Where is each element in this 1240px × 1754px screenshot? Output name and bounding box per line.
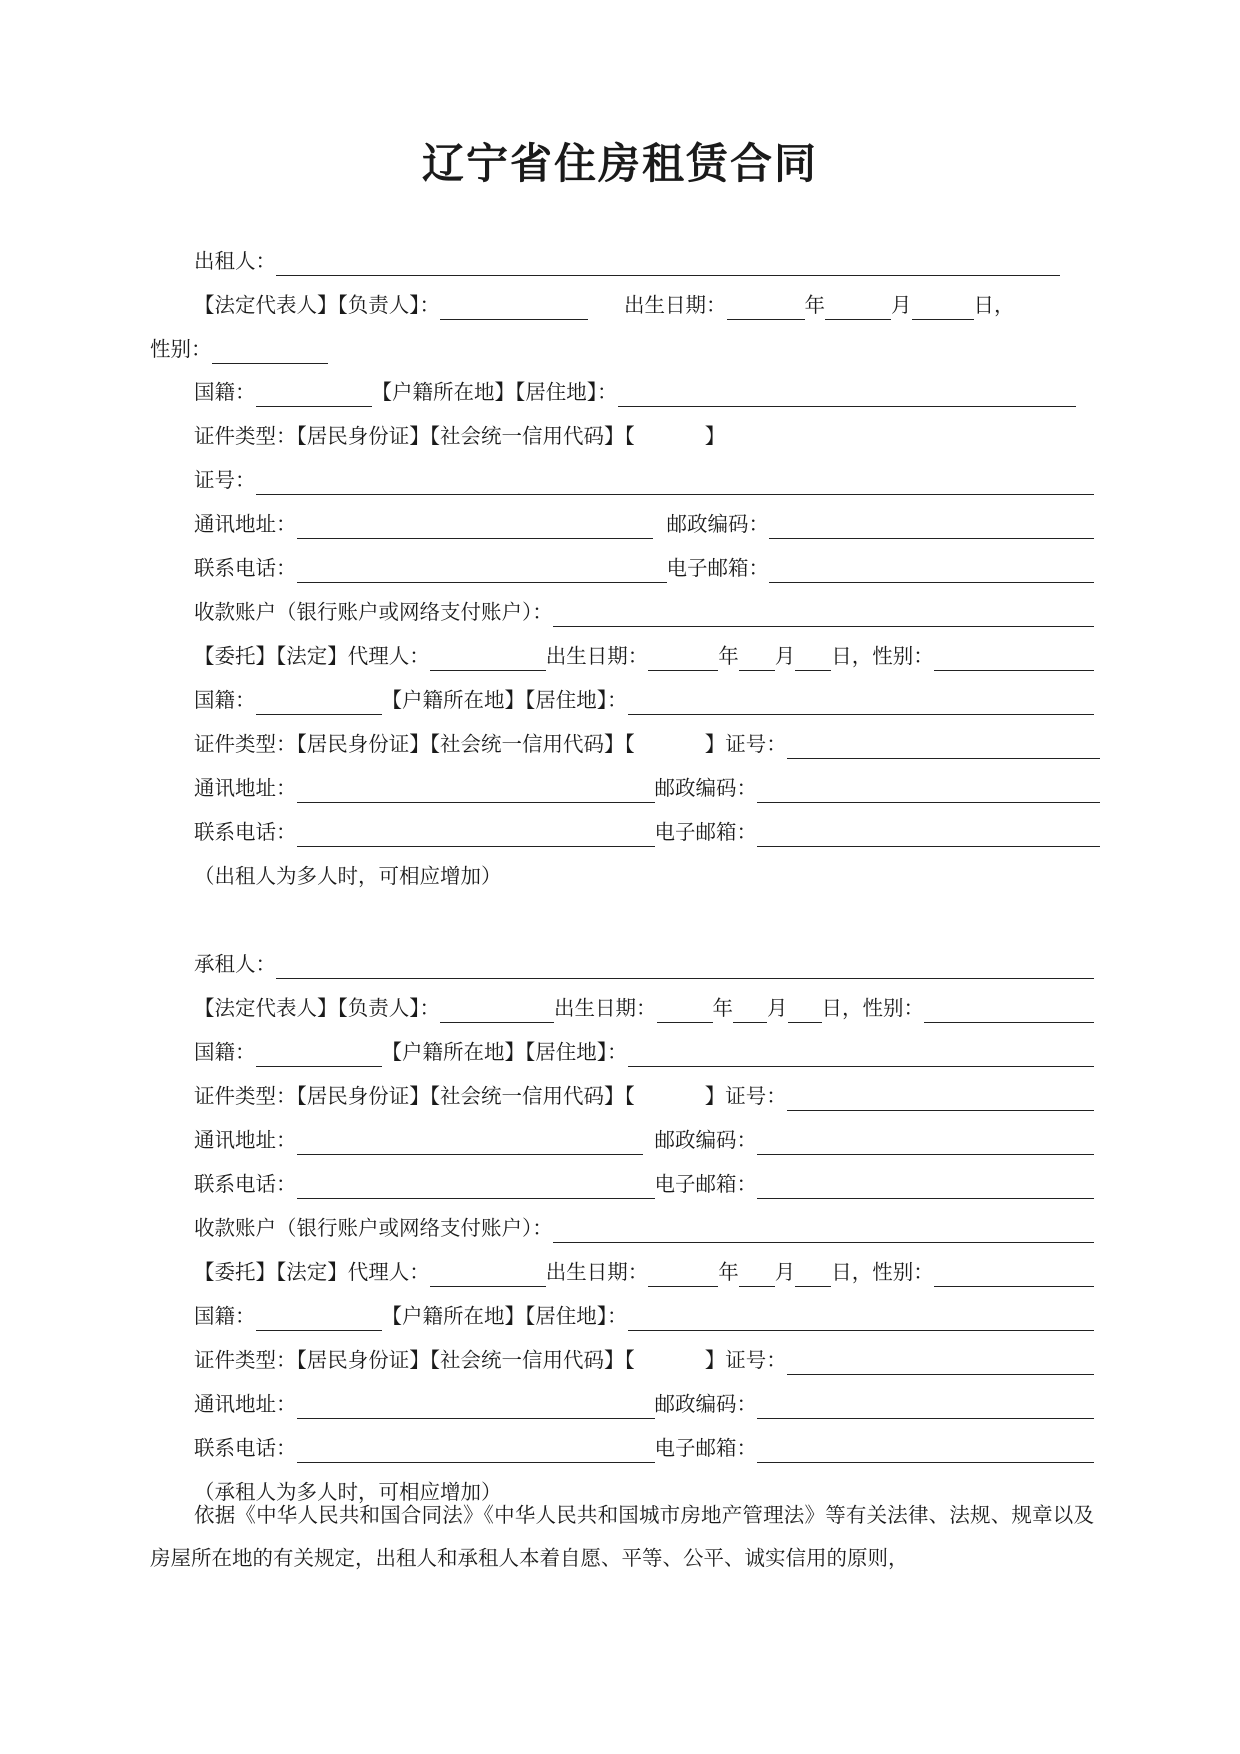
- lessor-name-label: 出租人：: [194, 249, 276, 273]
- lessor-agent-postcode-label: 邮政编码：: [654, 776, 757, 800]
- lessor-address-label: 通讯地址：: [194, 512, 297, 536]
- lessor-id-type-label: 证件类型：【居民身份证】【社会统一信用代码】【: [194, 424, 635, 448]
- lessor-agent-month-field[interactable]: [739, 646, 775, 671]
- lessor-agent-address-field[interactable]: [297, 778, 655, 803]
- lessor-agent-residence-label: 【户籍所在地】【居住地】：: [381, 688, 628, 712]
- lessee-account-row: [194, 1213, 1094, 1243]
- lessee-agent-nationality-field[interactable]: [256, 1306, 382, 1331]
- lessee-name-row: [194, 949, 1094, 979]
- lessor-agent-nationality-label: 国籍：: [194, 688, 256, 712]
- lessor-rep-label: 【法定代表人】【负责人】：: [194, 293, 440, 317]
- lessee-account-label: 收款账户（银行账户或网络支付账户）：: [194, 1216, 553, 1240]
- lessee-agent-year-field[interactable]: [648, 1262, 718, 1287]
- lessee-agent-month-label: 月: [774, 1260, 796, 1284]
- lessee-birth-year-field[interactable]: [657, 998, 713, 1023]
- lessor-birth-label: 出生日期：: [624, 293, 727, 317]
- lessor-month-label: 月: [891, 293, 912, 317]
- lessee-agent-row: [194, 1257, 1094, 1287]
- lessee-birth-month-field[interactable]: [733, 998, 767, 1023]
- lessee-phone-row: [194, 1169, 1094, 1199]
- lessor-account-field[interactable]: [553, 602, 1094, 627]
- lessee-agent-day-gender-label: 日，性别：: [831, 1260, 934, 1284]
- lessee-rep-label: 【法定代表人】【负责人】：: [194, 996, 440, 1020]
- lessor-address-row: [194, 509, 1094, 539]
- lessor-birth-day-field[interactable]: [912, 295, 974, 320]
- lessee-agent-email-field[interactable]: [757, 1438, 1094, 1463]
- lessee-agent-nationality-label: 国籍：: [194, 1304, 256, 1328]
- lessor-nationality-field[interactable]: [256, 382, 372, 407]
- lessee-agent-postcode-field[interactable]: [757, 1394, 1094, 1419]
- lessee-agent-phone-field[interactable]: [297, 1438, 655, 1463]
- lessee-year-label: 年: [712, 996, 733, 1020]
- lessee-agent-label: 【委托】【法定】代理人：: [194, 1260, 430, 1284]
- lessee-address-row: [194, 1125, 1094, 1155]
- lessor-name-field[interactable]: [276, 251, 1060, 276]
- lessor-phone-field[interactable]: [297, 558, 667, 583]
- basis-paragraph: 依据《中华人民共和国合同法》《中华人民共和国城市房地产管理法》等有关法律、法规、规章以及房屋所在地的有关规定，出租人和承租人本着自愿、平等、公平、诚实信用的原则，: [150, 1503, 1094, 1570]
- lessee-agent-birth-label: 出生日期：: [545, 1260, 649, 1284]
- lessor-postcode-label: 邮政编码：: [666, 512, 769, 536]
- lessor-nationality-label: 国籍：: [194, 380, 256, 404]
- lessee-agent-id-no-label: 】证号：: [704, 1348, 787, 1372]
- lessor-agent-email-field[interactable]: [757, 822, 1100, 847]
- lessee-note: （承租人为多人时，可相应增加）: [194, 1480, 502, 1504]
- lessor-address-field[interactable]: [297, 514, 653, 539]
- lessor-id-type-row: [194, 421, 1094, 451]
- lessor-agent-residence-field[interactable]: [628, 690, 1095, 715]
- lessor-nationality-row: [194, 377, 1076, 407]
- lessor-agent-gender-field[interactable]: [934, 646, 1094, 671]
- lessee-agent-id-row: [194, 1345, 1094, 1375]
- lessor-agent-birth-label: 出生日期：: [545, 644, 649, 668]
- lessor-agent-day-field[interactable]: [795, 646, 831, 671]
- lessor-rep-row: [194, 290, 1094, 320]
- lessee-agent-nationality-row: [194, 1301, 1094, 1331]
- lessee-name-label: 承租人：: [194, 952, 276, 976]
- lessee-agent-address-row: [194, 1389, 1094, 1419]
- lessee-agent-id-type-label: 证件类型：【居民身份证】【社会统一信用代码】【: [194, 1348, 635, 1372]
- lessor-email-label: 电子邮箱：: [666, 556, 769, 580]
- lessee-nationality-field[interactable]: [256, 1042, 382, 1067]
- lessor-agent-field[interactable]: [430, 646, 546, 671]
- lessee-month-label: 月: [767, 996, 788, 1020]
- lessor-agent-id-no-field[interactable]: [787, 734, 1100, 759]
- lessor-agent-phone-row: [194, 817, 1100, 847]
- lessee-postcode-field[interactable]: [757, 1130, 1094, 1155]
- lessee-nationality-row: [194, 1037, 1094, 1067]
- lessee-agent-residence-field[interactable]: [628, 1306, 1095, 1331]
- lessor-gender-field[interactable]: [212, 339, 328, 364]
- lessor-agent-year-field[interactable]: [648, 646, 718, 671]
- lessee-agent-year-label: 年: [718, 1260, 739, 1284]
- lessee-account-field[interactable]: [553, 1218, 1094, 1243]
- lessee-name-field[interactable]: [276, 954, 1094, 979]
- lessor-email-field[interactable]: [769, 558, 1094, 583]
- lessee-rep-row: [194, 993, 1094, 1023]
- lessee-birth-label: 出生日期：: [554, 996, 657, 1020]
- lessor-agent-nationality-row: [194, 685, 1094, 715]
- lessee-agent-email-label: 电子邮箱：: [654, 1436, 757, 1460]
- lessor-agent-label: 【委托】【法定】代理人：: [194, 644, 430, 668]
- lessor-residence-label: 【户籍所在地】【居住地】：: [371, 380, 618, 404]
- lessor-agent-address-label: 通讯地址：: [194, 776, 297, 800]
- lessor-agent-id-no-label: 】证号：: [704, 732, 787, 756]
- lessor-gender-label: 性别：: [150, 337, 212, 361]
- lessee-residence-field[interactable]: [628, 1042, 1095, 1067]
- lessor-account-row: [194, 597, 1094, 627]
- lessee-address-label: 通讯地址：: [194, 1128, 297, 1152]
- lessor-agent-nationality-field[interactable]: [256, 690, 382, 715]
- lessee-agent-day-field[interactable]: [795, 1262, 831, 1287]
- lessee-email-field[interactable]: [757, 1174, 1094, 1199]
- lessor-note: （出租人为多人时，可相应增加）: [194, 864, 502, 888]
- lessor-birth-month-field[interactable]: [825, 295, 891, 320]
- lessor-gender-row: [150, 334, 450, 364]
- lessee-id-row: [194, 1081, 1094, 1111]
- lessee-day-gender-label: 日，性别：: [821, 996, 924, 1020]
- page-title: 辽宁省住房租赁合同: [421, 139, 818, 188]
- lessee-nationality-label: 国籍：: [194, 1040, 256, 1064]
- lessee-id-no-label: 】证号：: [704, 1084, 787, 1108]
- lessor-phone-row: [194, 553, 1094, 583]
- lessee-agent-gender-field[interactable]: [934, 1262, 1094, 1287]
- lessor-id-no-field[interactable]: [256, 470, 1095, 495]
- lessor-day-label: 日，: [973, 293, 1015, 317]
- lessee-rep-field[interactable]: [440, 998, 554, 1023]
- lessor-agent-month-label: 月: [774, 644, 796, 668]
- lessor-id-no-label: 证号：: [194, 468, 256, 492]
- lessee-agent-address-field[interactable]: [297, 1394, 655, 1419]
- lessee-agent-id-no-field[interactable]: [787, 1350, 1094, 1375]
- lessor-agent-row: [194, 641, 1094, 671]
- lessee-phone-field[interactable]: [297, 1174, 655, 1199]
- lessor-rep-field[interactable]: [440, 295, 588, 320]
- lessee-id-no-field[interactable]: [787, 1086, 1094, 1111]
- lessee-agent-phone-row: [194, 1433, 1094, 1463]
- lessor-birth-year-field[interactable]: [727, 295, 805, 320]
- lessee-agent-field[interactable]: [430, 1262, 546, 1287]
- lessor-name-row: [194, 246, 1060, 276]
- lessee-address-field[interactable]: [297, 1130, 643, 1155]
- lessee-agent-postcode-label: 邮政编码：: [654, 1392, 757, 1416]
- lessor-year-label: 年: [804, 293, 825, 317]
- lessor-agent-address-row: [194, 773, 1100, 803]
- lessor-agent-id-row: [194, 729, 1100, 759]
- lessee-agent-address-label: 通讯地址：: [194, 1392, 297, 1416]
- lessor-id-no-row: [194, 465, 1094, 495]
- lessee-email-label: 电子邮箱：: [654, 1172, 757, 1196]
- lessee-agent-residence-label: 【户籍所在地】【居住地】：: [381, 1304, 628, 1328]
- lessor-id-type-close: 】: [704, 424, 726, 448]
- lessor-postcode-field[interactable]: [769, 514, 1094, 539]
- lessee-gender-field[interactable]: [924, 998, 1094, 1023]
- lessor-agent-postcode-field[interactable]: [757, 778, 1100, 803]
- lessee-residence-label: 【户籍所在地】【居住地】：: [381, 1040, 628, 1064]
- lessor-agent-id-type-label: 证件类型：【居民身份证】【社会统一信用代码】【: [194, 732, 635, 756]
- lessor-agent-phone-field[interactable]: [297, 822, 655, 847]
- lessee-agent-phone-label: 联系电话：: [194, 1436, 297, 1460]
- lessor-agent-phone-label: 联系电话：: [194, 820, 297, 844]
- lessor-agent-year-label: 年: [718, 644, 739, 668]
- lessor-account-label: 收款账户（银行账户或网络支付账户）：: [194, 600, 553, 624]
- lessor-phone-label: 联系电话：: [194, 556, 297, 580]
- lessor-agent-email-label: 电子邮箱：: [654, 820, 757, 844]
- lessor-note-row: [194, 861, 794, 891]
- lessor-residence-field[interactable]: [618, 382, 1077, 407]
- lessee-agent-month-field[interactable]: [739, 1262, 775, 1287]
- lessee-birth-day-field[interactable]: [788, 998, 822, 1023]
- lessee-id-type-label: 证件类型：【居民身份证】【社会统一信用代码】【: [194, 1084, 635, 1108]
- lessee-postcode-label: 邮政编码：: [654, 1128, 757, 1152]
- lessee-phone-label: 联系电话：: [194, 1172, 297, 1196]
- lessor-agent-day-gender-label: 日，性别：: [831, 644, 934, 668]
